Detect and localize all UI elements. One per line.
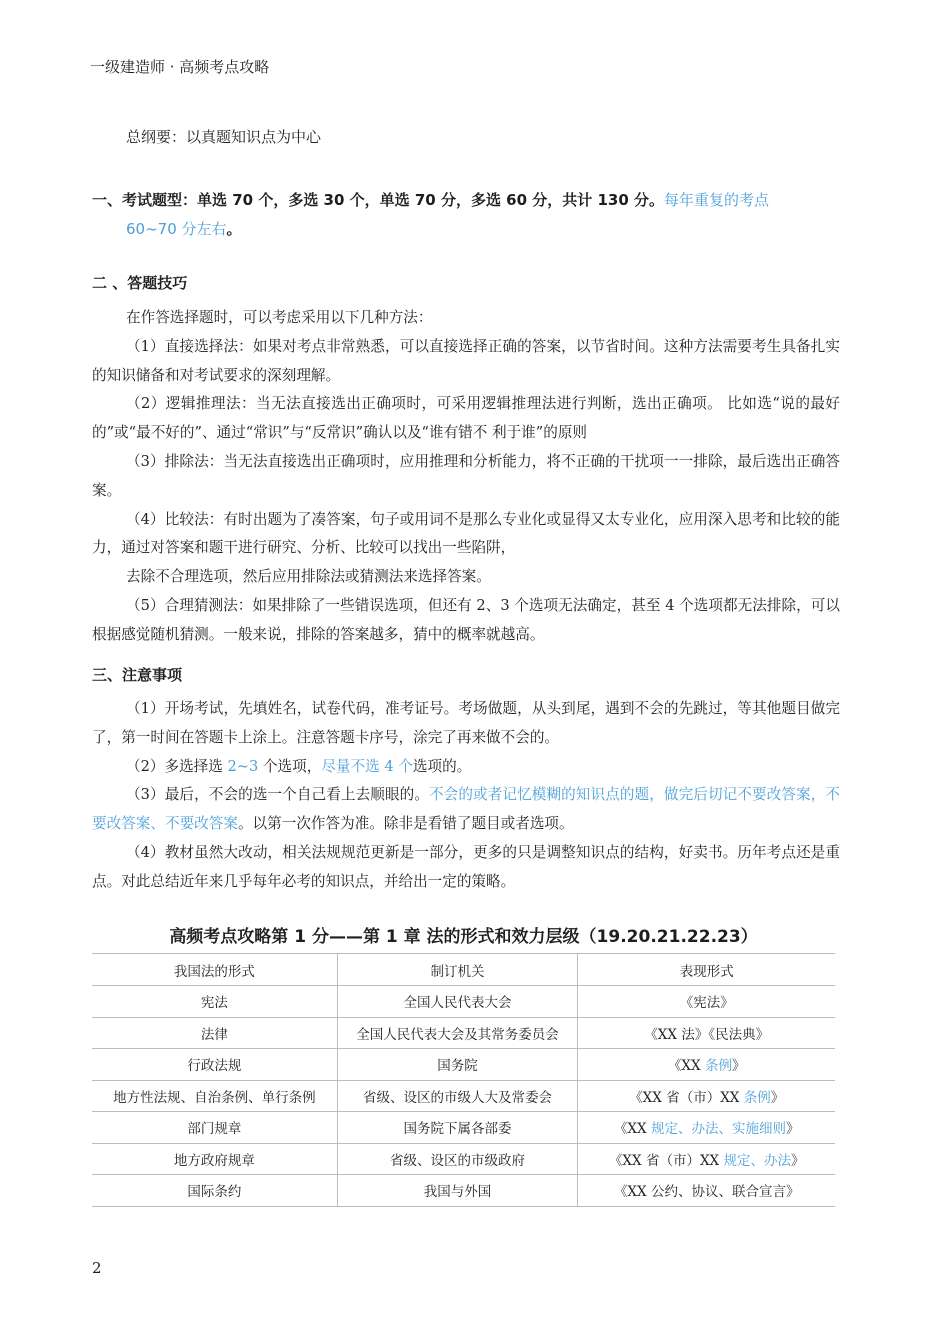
section-3-title: 三、注意事项 [92,666,183,684]
summary-line: 总纲要：以真题知识点为中心 [126,128,322,146]
cell-form: 地方政府规章 [92,1143,337,1175]
cell-form: 国际条约 [92,1175,337,1207]
section-2-intro: 在作答选择题时，可以考虑采用以下几种方法： [126,309,433,326]
page-number: 2 [92,1259,102,1277]
cell-expression: 《宪法》 [578,986,835,1018]
table-row [92,1143,835,1175]
note-2-text-b: 个选项， [258,757,322,775]
header-organ: 制订机关 [337,954,578,986]
table-row [92,1080,835,1112]
section-3-note-2 [92,753,840,782]
section-3-note-3 [92,781,840,839]
section-2-method-1: （1）直接选择法：如果对考点非常熟悉，可以直接选择正确的答案，以节省时间。这种方法需要考生具备扎实的知识储备和对考试要求的深刻理解。 [92,337,840,384]
section-3-body [92,695,840,897]
table-row [92,1112,835,1144]
cell-organ: 全国人民代表大会 [337,986,578,1018]
law-forms-table [92,953,835,1207]
cell-expression: 《XX 公约、协议、联合宣言》 [578,1175,835,1207]
section-3-note-4: （4）教材虽然大改动，相关法规规范更新是一部分，更多的只是调整知识点的结构，好卖书。历年考点还是重点。对此总结近年来几乎每年必考的知识点，并给出一定的策略。 [92,843,840,890]
note-2-text-c: 选项的。 [412,757,472,775]
note-2-text-a: （2）多选择选 [126,757,228,775]
cell-expression: 《XX 规定、办法、实施细则》 [578,1112,835,1144]
cell-form: 部门规章 [92,1112,337,1144]
header-expression: 表现形式 [578,954,835,986]
section-1-highlight-2: 60~70 分左右 [126,220,227,238]
cell-organ: 我国与外国 [337,1175,578,1207]
note-2-highlight-2: 尽量不选 4 个 [321,757,413,775]
section-1-end: 。 [226,220,242,238]
section-1-highlight-1: 每年重复的考点 [664,191,770,209]
table-row [92,1017,835,1049]
cell-form: 地方性法规、自治条例、单行条例 [92,1080,337,1112]
cell-organ: 省级、设区的市级政府 [337,1143,578,1175]
section-1-title: 一、考试题型：单选 70 个，多选 30 个，单选 70 分，多选 60 分，共计 130 分。 [92,191,665,209]
header-form: 我国法的形式 [92,954,337,986]
cell-expression: 《XX 省（市）XX 条例》 [578,1080,835,1112]
table-header-row [92,954,835,986]
cell-expression: 《XX 法》《民法典》 [578,1017,835,1049]
section-3-note-1: （1）开场考试，先填姓名，试卷代码，准考证号。考场做题，从头到尾，遇到不会的先跳过，等其他题目做完了，第一时间在答题卡上涂上。注意答题卡序号，涂完了再来做不会的。 [92,700,840,746]
note-3-text-a: （3）最后，不会的选一个自己看上去顺眼的。 [126,786,429,804]
section-2-method-4-cont: 去除不合理选项，然后应用排除法或猜测法来选择答案。 [126,568,491,586]
note-3-highlight: 不会的或者记忆模糊的知识点的题，做完后切记不要改答案，不要改答案、不要改答案 [92,786,840,833]
section-2-body [92,304,840,650]
section-1-heading [92,186,842,244]
section-2-method-5: （5）合理猜测法：如果排除了一些错误选项，但还有 2、3 个选项无法确定，甚至 4 个选项都无法排除，可以根据感觉随机猜测。一般来说，排除的答案越多，猜中的概率就越高。 [92,596,840,643]
table-title: 高频考点攻略第 1 分——第 1 章 法的形式和效力层级（19.20.21.22.23） [169,927,758,947]
section-2-method-4: （4）比较法：有时出题为了凑答案，句子或用词不是那么专业化或显得又太专业化，应用深入思考和比较的能力，通过对答案和题干进行研究、分析、比较可以找出一些陷阱， [92,510,840,557]
cell-expression: 《XX 条例》 [578,1049,835,1081]
cell-expression: 《XX 省（市）XX 规定、办法》 [578,1143,835,1175]
cell-form: 宪法 [92,986,337,1018]
cell-organ: 国务院下属各部委 [337,1112,578,1144]
cell-form: 法律 [92,1017,337,1049]
table-row [92,1049,835,1081]
section-2-title: 二 、答题技巧 [92,274,188,292]
note-2-highlight-1: 2~3 [227,757,259,775]
cell-organ: 省级、设区的市级人大及常委会 [337,1080,578,1112]
table-row [92,1175,835,1207]
table-row [92,986,835,1018]
cell-organ: 国务院 [337,1049,578,1081]
cell-form: 行政法规 [92,1049,337,1081]
cell-organ: 全国人民代表大会及其常务委员会 [337,1017,578,1049]
section-2-method-3: （3）排除法：当无法直接选出正确项时，应用推理和分析能力，将不正确的干扰项一一排除，最后选出正确答案。 [92,452,840,499]
page-header: 一级建造师 · 高频考点攻略 [90,58,270,76]
note-3-text-b: 。以第一次作答为准。除非是看错了题目或者选项。 [237,815,574,833]
section-2-method-2: （2）逻辑推理法：当无法直接选出正确项时，可采用逻辑推理法进行判断，选出正确项。 比如选“说的最好的”或“最不好的”、通过“常识”与“反常识”确认以及“谁有错不 利于谁”的原则 [92,395,840,442]
